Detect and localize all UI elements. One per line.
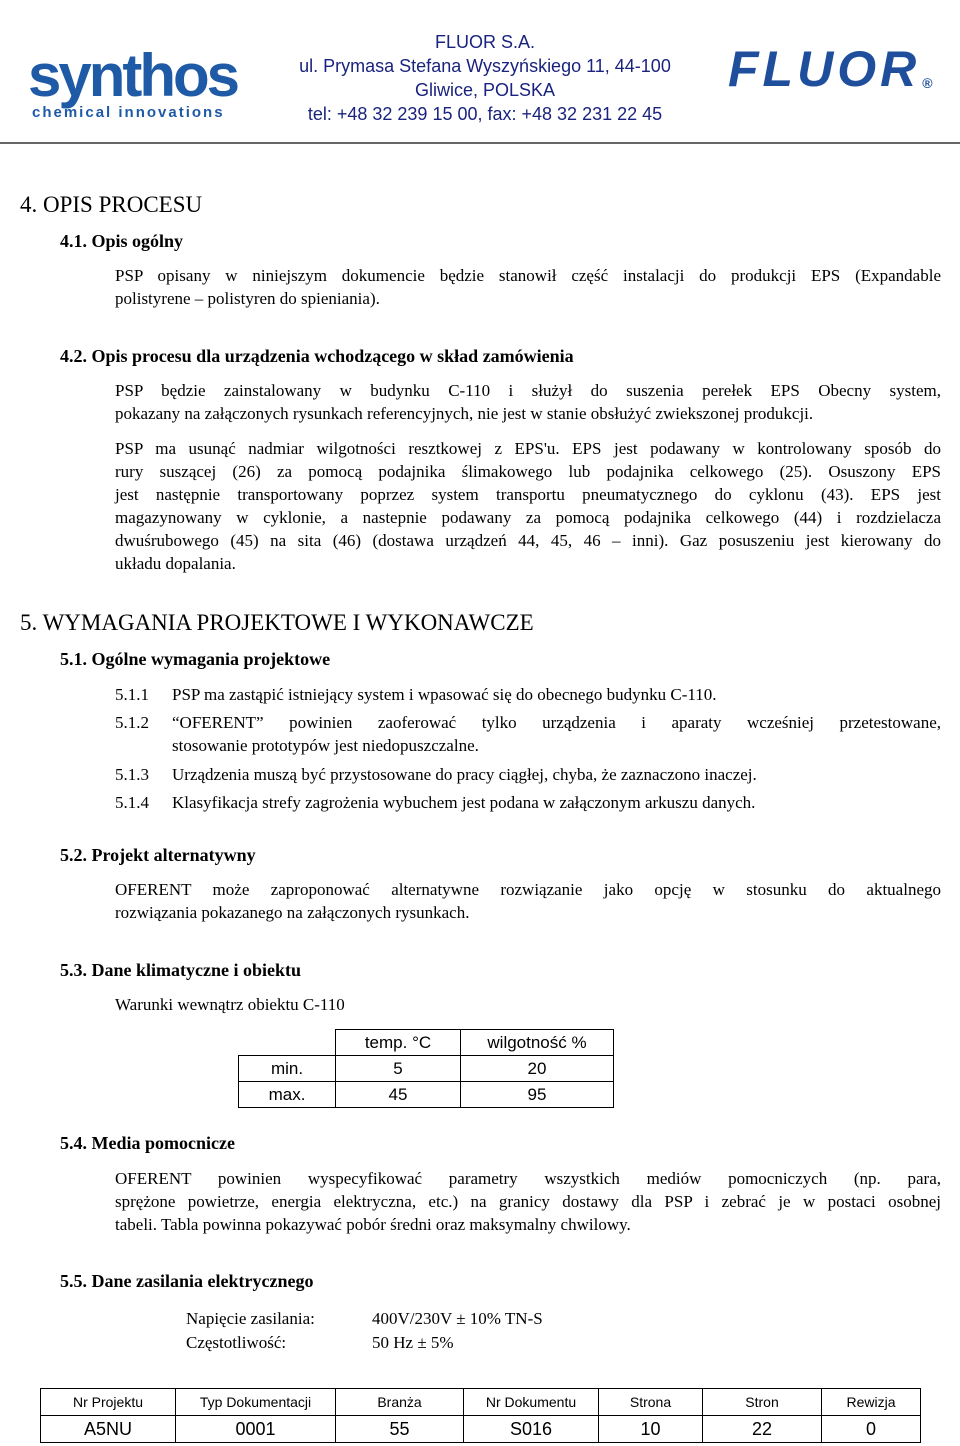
section-5-4-line-1: OFERENT powinien wyspecyfikować parametry wszystkich mediów pomocniczych (np. para, (115, 1169, 941, 1188)
synthos-logo-wordmark: synthos (28, 42, 238, 109)
footer-header-pages: Stron (703, 1389, 822, 1416)
section-4-title: 4. OPIS PROCESU (20, 192, 203, 217)
item-5-1-1-text: PSP ma zastąpić istniejący system i wpasować się do obecnego budynku C-110. (172, 685, 717, 704)
footer-project-no: A5NU (41, 1416, 176, 1443)
company-street: ul. Prymasa Stefana Wyszyńskiego 11, 44-100 (299, 56, 671, 76)
company-phone: tel: +48 32 239 15 00, fax: +48 32 231 22 45 (307, 104, 663, 124)
climate-row-label: min. (239, 1056, 336, 1082)
item-5-1-4-number: 5.1.4 (115, 793, 149, 812)
section-4-2-para2-line-4: magazynowany w cyklonie, a nastepnie podawany za pomocą podajnika celkowego (44) i rozdzielacza (115, 508, 941, 527)
footer-pages: 22 (703, 1416, 822, 1443)
section-5-1-title: 5.1. Ogólne wymagania projektowe (60, 649, 331, 669)
section-5-2-line-2: rozwiązania pokazanego na załączonych rysunkach. (115, 903, 470, 922)
climate-cell-humidity: 20 (461, 1056, 614, 1082)
section-5-title: 5. WYMAGANIA PROJEKTOWE I WYKONAWCZE (20, 610, 534, 635)
section-4-1-line-1: PSP opisany w niniejszym dokumencie będzie stanowił część instalacji do produkcji EPS (Expandable (115, 266, 941, 285)
footer-header-revision: Rewizja (822, 1389, 921, 1416)
footer-header-page: Strona (599, 1389, 703, 1416)
item-5-1-2-line-1: “OFERENT” powinien zaoferować tylko urządzenia i aparaty wcześniej przetestowane, (172, 713, 941, 732)
climate-cell-temp: 45 (336, 1082, 461, 1108)
section-4-2-para2-line-3: jest następnie transportowany poprzez system transportu pneumatycznego do cyklonu (43). EPS jest (115, 485, 941, 504)
synthos-logo (28, 42, 238, 128)
section-5-2-line-1: OFERENT może zaproponować alternatywne rozwiązanie jako opcję w stosunku do aktualnego (115, 880, 941, 899)
item-5-1-2-number: 5.1.2 (115, 713, 149, 732)
item-5-1-4-text: Klasyfikacja strefy zagrożenia wybuchem jest podana w załączonym arkuszu danych. (172, 793, 756, 812)
climate-table-row (239, 1082, 614, 1108)
registered-mark: ® (922, 75, 933, 91)
power-voltage-value: 400V/230V ± 10% TN-S (372, 1309, 543, 1328)
section-4-1-line-2: polistyrene – polistyren do spieniania). (115, 289, 380, 308)
climate-table-corner (239, 1030, 336, 1056)
section-5-3-title: 5.3. Dane klimatyczne i obiektu (60, 960, 301, 980)
section-4-2-para1-line-2: pokazany na załączonych rysunkach referencyjnych, nie jest w stanie obsłużyć zwiekszonej produkcji. (115, 404, 814, 423)
company-address (240, 30, 730, 126)
section-5-4-line-2: sprężone powietrze, energia elektryczna, etc.) na granicy dostawy dla PSP i zebrać je w postaci osobnej (115, 1192, 941, 1211)
document-info-value-row (41, 1416, 921, 1443)
footer-header-doc-type: Typ Dokumentacji (176, 1389, 336, 1416)
footer-header-doc-no: Nr Dokumentu (464, 1389, 599, 1416)
fluor-logo (728, 40, 933, 98)
page-header (0, 0, 960, 140)
section-4-2-para2-line-2: rury suszącej (26) za pomocą podajnika ślimakowego lub podajnika celkowego (25). Osuszony EPS (115, 462, 941, 481)
climate-table-row (239, 1056, 614, 1082)
section-4-2-para1-line-1: PSP będzie zainstalowany w budynku C-110 i służył do suszenia perełek EPS Obecny system, (115, 381, 941, 400)
section-5-4-line-3: tabeli. Tabla powinna pokazywać pobór średni oraz maksymalny chwilowy. (115, 1215, 631, 1234)
power-frequency-label: Częstotliwość: (186, 1333, 287, 1352)
section-5-5-title: 5.5. Dane zasilania elektrycznego (60, 1271, 314, 1291)
item-5-1-2-line-2: stosowanie prototypów jest niedopuszczalne. (172, 736, 479, 755)
item-5-1-1-number: 5.1.1 (115, 685, 149, 704)
climate-row-label: max. (239, 1082, 336, 1108)
power-frequency-value: 50 Hz ± 5% (372, 1333, 454, 1352)
section-4-2-title: 4.2. Opis procesu dla urządzenia wchodzącego w skład zamówienia (60, 346, 574, 366)
climate-table-header-row (239, 1030, 614, 1056)
footer-header-project-no: Nr Projektu (41, 1389, 176, 1416)
header-divider (0, 142, 960, 144)
section-5-3-subtitle: Warunki wewnątrz obiektu C-110 (115, 995, 345, 1014)
document-info-header-row (41, 1389, 921, 1416)
climate-header-humidity: wilgotność % (461, 1030, 614, 1056)
footer-doc-type: 0001 (176, 1416, 336, 1443)
section-4-2-para2-line-6: układu dopalania. (115, 554, 236, 573)
company-name: FLUOR S.A. (434, 32, 536, 52)
climate-header-temp: temp. °C (336, 1030, 461, 1056)
footer-revision: 0 (822, 1416, 921, 1443)
item-5-1-3-text: Urządzenia muszą być przystosowane do pracy ciągłej, chyba, że zaznaczono inaczej. (172, 765, 757, 784)
climate-cell-temp: 5 (336, 1056, 461, 1082)
climate-table (238, 1029, 614, 1108)
document-info-table (40, 1388, 921, 1443)
synthos-logo-tagline: chemical innovations (32, 104, 225, 121)
company-city: Gliwice, POLSKA (414, 80, 556, 100)
fluor-logo-wordmark: FLUOR (728, 41, 921, 97)
climate-cell-humidity: 95 (461, 1082, 614, 1108)
section-4-1-title: 4.1. Opis ogólny (60, 231, 184, 251)
footer-header-discipline: Branża (336, 1389, 464, 1416)
section-4-2-para2-line-5: dwuśrubowego (45) na sita (46) (dostawa urządzeń 44, 45, 46 – inni). Gaz posuszeniu jest kierowany do (115, 531, 941, 550)
item-5-1-3-number: 5.1.3 (115, 765, 149, 784)
section-5-4-title: 5.4. Media pomocnicze (60, 1133, 235, 1153)
section-5-2-title: 5.2. Projekt alternatywny (60, 845, 256, 865)
power-voltage-label: Napięcie zasilania: (186, 1309, 315, 1328)
section-4-2-para2-line-1: PSP ma usunąć nadmiar wilgotności resztkowej z EPS'u. EPS jest podawany w kontrolowany sposób do (115, 439, 941, 458)
footer-discipline: 55 (336, 1416, 464, 1443)
footer-doc-no: S016 (464, 1416, 599, 1443)
footer-page: 10 (599, 1416, 703, 1443)
